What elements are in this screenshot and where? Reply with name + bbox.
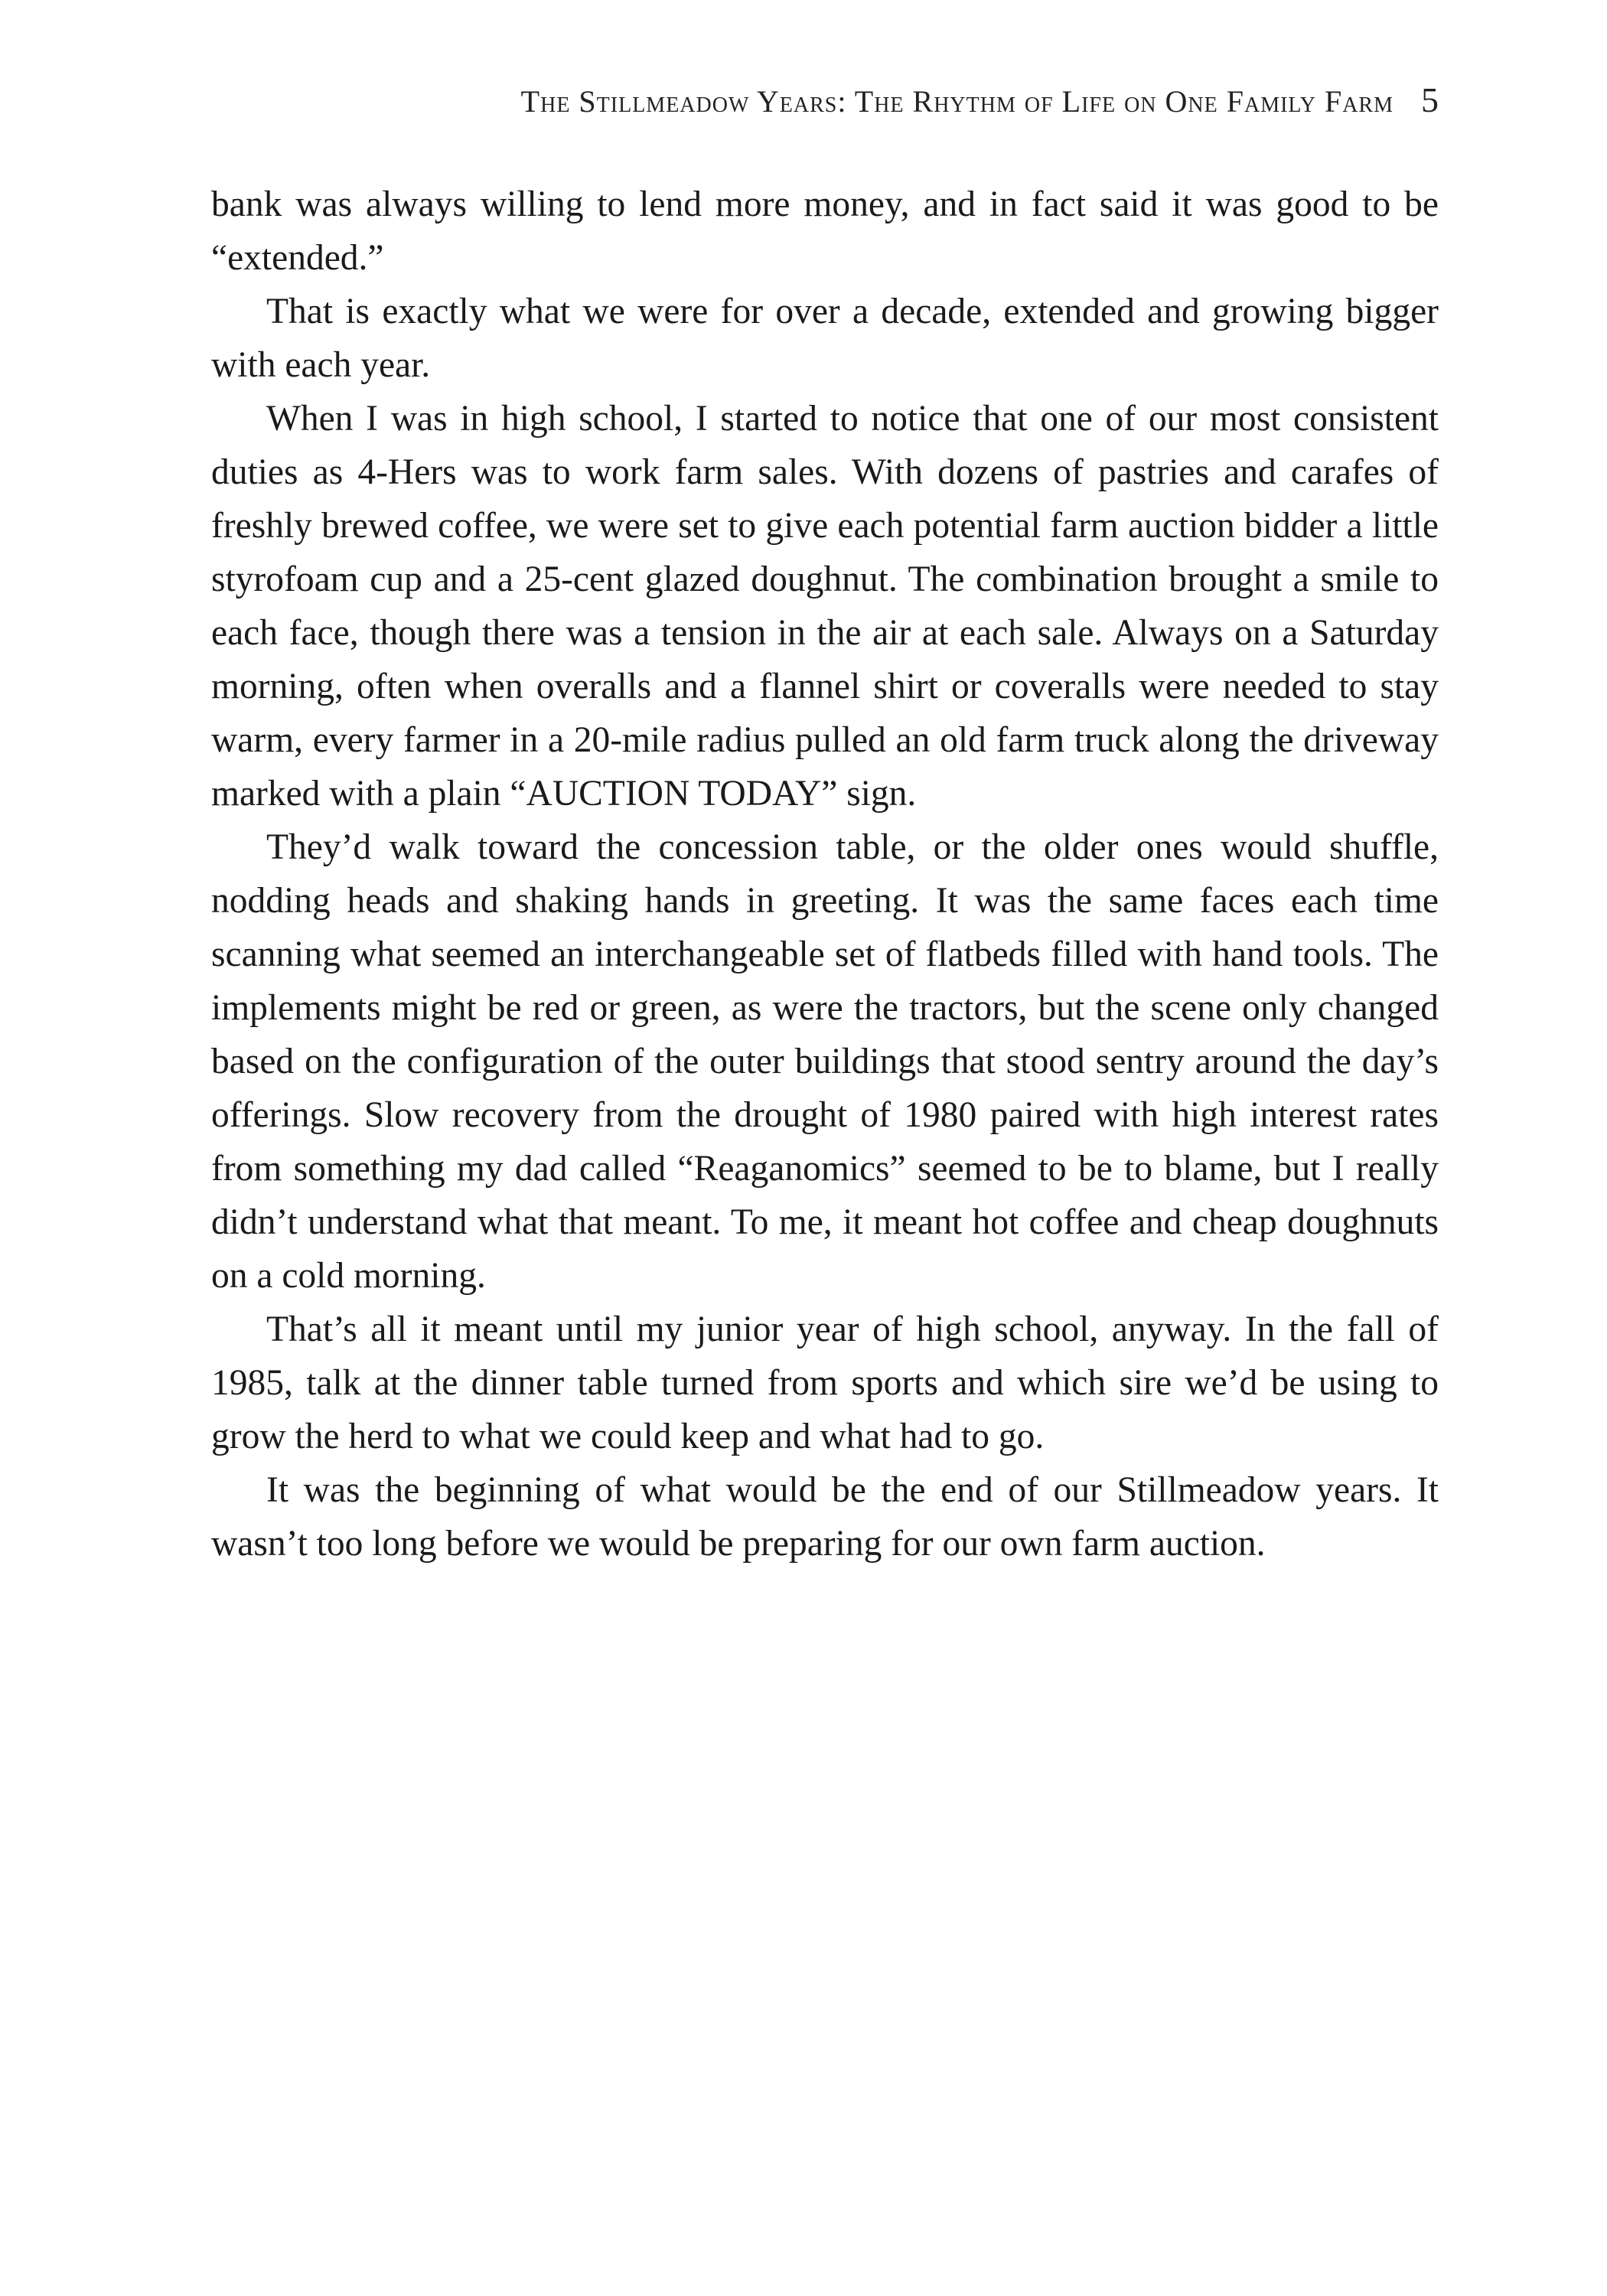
paragraph: That is exactly what we were for over a decade, extended and growing bigger with each year.	[211, 292, 1439, 385]
running-head	[521, 80, 1439, 120]
paragraph: When I was in high school, I started to notice that one of our most consistent duties as 4-Hers was to work farm sales. With dozens of pastries and carafes of freshly brewed coffee, we were set to give each potential farm auction bidder a little styrofoam cup and a 25-cent glazed doughnut. The combination brought a smile to each face, though there was a tension in the air at each sale. Always on a Saturday morning, often when overalls and a flannel shirt or coveralls were needed to stay warm, every farmer in a 20-mile radius pulled an old farm truck along the driveway marked with a plain “AUCTION TODAY” sign.	[211, 399, 1439, 814]
running-title: The Stillmeadow Years: The Rhythm of Life on One Family Farm	[520, 84, 1393, 119]
paragraph: They’d walk toward the concession table, or the older ones would shuffle, nodding heads and shaking hands in greeting. It was the same faces each time scanning what seemed an interchangeable set of flatbeds filled with hand tools. The implements might be red or green, as were the tractors, but the scene only changed based on the configuration of the outer buildings that stood sentry around the day’s offerings. Slow recovery from the drought of 1980 paired with high interest rates from something my dad called “Reaganomics” seemed to be to blame, but I really didn’t understand what that meant. To me, it meant hot coffee and cheap doughnuts on a cold morning.	[211, 827, 1439, 1296]
paragraph-continued: bank was always willing to lend more money, and in fact said it was good to be “extended.”	[211, 184, 1439, 278]
paragraph: It was the beginning of what would be the end of our Stillmeadow years. It wasn’t too long before we would be preparing for our own farm auction.	[211, 1470, 1439, 1564]
page-number: 5	[1421, 80, 1439, 119]
paragraph: That’s all it meant until my junior year of high school, anyway. In the fall of 1985, talk at the dinner table turned from sports and which sire we’d be using to grow the herd to what we could keep and what had to go.	[211, 1309, 1439, 1456]
body-text	[211, 178, 1439, 1570]
